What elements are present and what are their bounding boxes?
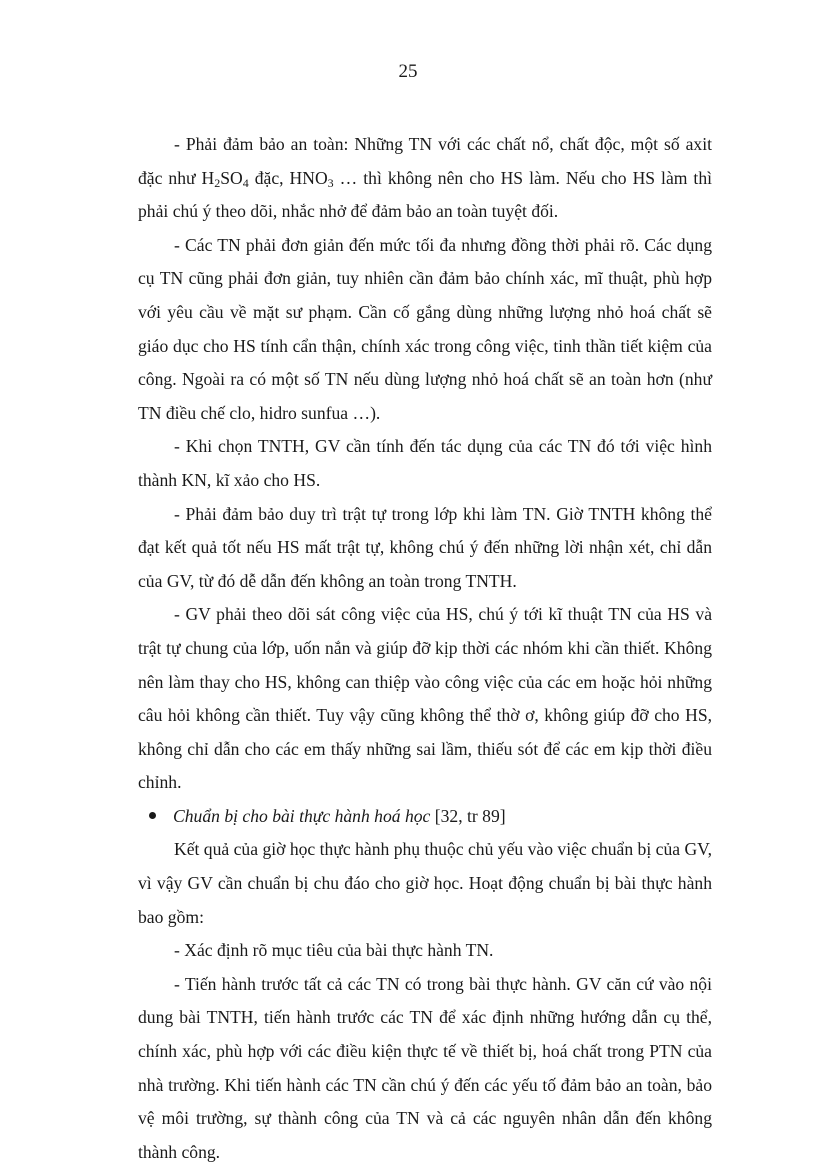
paragraph-choose-tnth: - Khi chọn TNTH, GV cần tính đến tác dụng của các TN đó tới việc hình thành KN, kĩ xảo cho HS. bbox=[138, 436, 712, 490]
paragraph-class-order: - Phải đảm bảo duy trì trật tự trong lớp khi làm TN. Giờ TNTH không thể đạt kết quả tốt nếu HS mất trật tự, không chú ý đến những lời nhận xét, chỉ dẫn của GV, từ đó dễ dẫn đến không an toàn trong TNTH. bbox=[138, 503, 712, 591]
bullet-item bbox=[138, 800, 712, 834]
subscript: 4 bbox=[242, 175, 249, 190]
page-number: 25 bbox=[398, 61, 418, 82]
paragraph-simple-experiments: - Các TN phải đơn giản đến mức tối đa nhưng đồng thời phải rõ. Các dụng cụ TN cũng phải đơn giản, tuy nhiên cần đảm bảo chính xác, mĩ thuật, phù hợp với yêu cầu về mặt sư phạm. Cần cố gắng dùng những lượng nhỏ hoá chất sẽ giáo dục cho HS tính cẩn thận, chính xác trong công việc, tinh thần tiết kiệm của công. Ngoài ra có một số TN nếu dùng lượng nhỏ hoá chất sẽ an toàn hơn (như TN điều chế clo, hidro sunfua …). bbox=[138, 234, 712, 423]
text-segment: - Phải đảm bảo an toàn: Những TN với các chất nổ, chất độc, một số axit đặc như H bbox=[138, 134, 712, 188]
bullet-reference: [32, tr 89] bbox=[430, 805, 506, 826]
bullet-title: Chuẩn bị cho bài thực hành hoá học bbox=[173, 805, 431, 826]
paragraph-pre-run-experiments: - Tiến hành trước tất cả các TN có trong bài thực hành. GV căn cứ vào nội dung bài TNTH, tiến hành trước các TN để xác định những hướng dẫn cụ thể, chính xác, phù hợp với các điều kiện thực tế về thiết bị, hoá chất trong PTN của nhà trường. Khi tiến hành các TN cần chú ý đến các yếu tố đảm bảo an toàn, bảo vệ môi trường, sự thành công của TN và cả các nguyên nhân dẫn đến không thành công. bbox=[138, 973, 712, 1162]
document-body bbox=[138, 128, 712, 1169]
paragraph-safety bbox=[138, 128, 712, 229]
paragraph-teacher-supervision: - GV phải theo dõi sát công việc của HS, chú ý tới kĩ thuật TN của HS và trật tự chung của lớp, uốn nắn và giúp đỡ kịp thời các nhóm khi cần thiết. Không nên làm thay cho HS, không can thiệp vào công việc của các em hoặc hỏi những câu hỏi không cần thiết. Tuy vậy cũng không thể thờ ơ, không giúp đỡ cho HS, không chỉ dẫn cho các em thấy những sai lầm, thiếu sót để các em kịp thời điều chỉnh. bbox=[138, 604, 712, 793]
paragraph-preparation: Kết quả của giờ học thực hành phụ thuộc chủ yếu vào việc chuẩn bị của GV, vì vậy GV cần chuẩn bị chu đáo cho giờ học. Hoạt động chuẩn bị bài thực hành bao gồm: bbox=[138, 839, 712, 927]
bullet-icon bbox=[149, 812, 156, 819]
subscript: 2 bbox=[214, 175, 221, 190]
text-segment: … thì không nên cho HS làm. Nếu cho HS làm thì phải chú ý theo dõi, nhắc nhở để đảm bảo an toàn tuyệt đối. bbox=[138, 167, 713, 222]
subscript: 3 bbox=[327, 175, 334, 190]
text-segment: đặc, HNO bbox=[248, 167, 328, 188]
text-segment: SO bbox=[220, 167, 243, 188]
paragraph-objectives: - Xác định rõ mục tiêu của bài thực hành TN. bbox=[174, 940, 494, 961]
